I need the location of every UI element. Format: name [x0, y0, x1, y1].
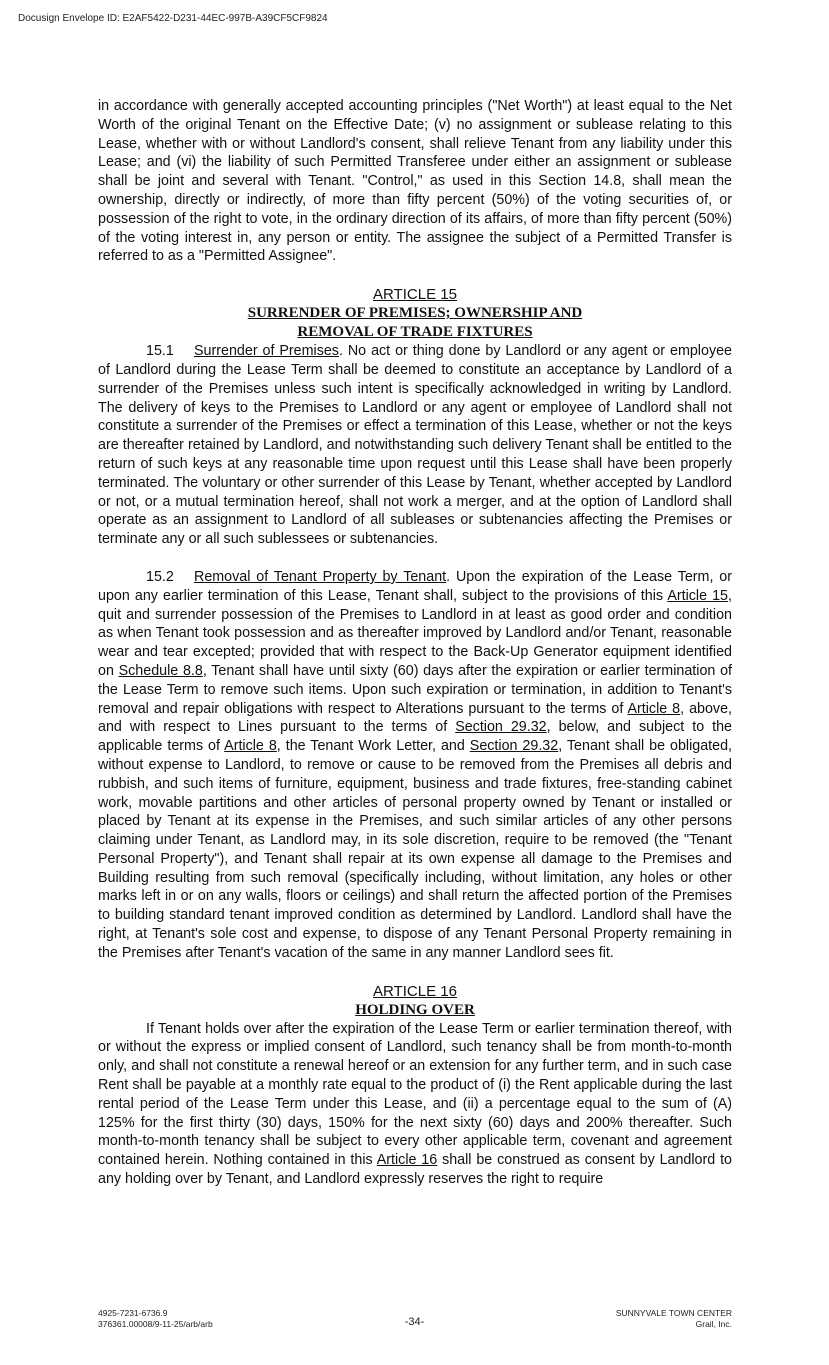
section-15-2-text-1: . Upon the expiration of the Lease Term, or upon any earlier termination of this Lease, Tenant shall, subject to the provisions of this — [98, 568, 732, 604]
article-16-label: ARTICLE 16 — [373, 982, 457, 1000]
document-body — [98, 97, 732, 1189]
article-16-text-1: If Tenant holds over after the expiration of the Lease Term or earlier termination thereof, with or without the express or implied consent of Landlord, such tenancy shall be from month-to-month only, and shall not constitute a renewal hereof or an extension for any further term, and in such case Rent shall be payable at a monthly rate equal to the product of (i) the Rent applicable during the last rental period of the Lease Term under this Lease, and (ii) a percentage equal to the sum of (A) 125% for the first thirty (30) days, 150% for the next sixty (60) days and 200% thereafter. Such month-to-month tenancy shall be subject to every other applicable term, covenant and agreement contained herein. Nothing contained in this — [98, 1020, 732, 1169]
article-16-paragraph — [98, 1020, 732, 1189]
article-16-heading: HOLDING OVER — [355, 1001, 475, 1018]
page-number: -34- — [404, 1316, 425, 1328]
section-15-1-title: Surrender of Premises — [194, 343, 339, 360]
ref-article-8-second: Article 8 — [224, 738, 277, 755]
ref-article-8: Article 8 — [627, 700, 681, 717]
footer-property: SUNNYVALE TOWN CENTER — [615, 1308, 732, 1318]
envelope-id: Docusign Envelope ID: E2AF5422-D231-44EC-997B-A39CF5CF9824 — [18, 13, 328, 24]
article-15-label: ARTICLE 15 — [373, 286, 457, 304]
section-15-2 — [98, 568, 732, 963]
article-15-heading — [98, 304, 732, 342]
ref-section-29-32: Section 29.32 — [455, 719, 547, 736]
section-15-1-text: . No act or thing done by Landlord or any agent or employee of Landlord during the Lease Term shall be deemed to constitute an acceptance by Landlord of a surrender of the Premises unless such intent is specifically acknowledged in writing by Landlord. The delivery of keys to the Premises to Landlord or any agent or employee of Landlord shall not constitute a surrender of the Premises or effect a termination of this Lease, whether or not the keys are thereafter retained by Landlord, and notwithstanding such delivery Tenant shall be entitled to the return of such keys at any reasonable time upon request until this Lease shall have been properly terminated. The voluntary or other surrender of this Lease by Tenant, whether accepted by Landlord or not, or a mutual termination hereof, shall not work a merger, and at the option of Landlord shall operate as an assignment to Landlord of all subleases or subtenancies affecting the Premises or terminate any or all such sublessees or subtenancies. — [98, 343, 732, 548]
ref-article-15: Article 15 — [667, 587, 729, 604]
ref-schedule-8-8: Schedule 8.8 — [118, 662, 203, 679]
section-15-1 — [98, 342, 732, 549]
article-15-heading-line1: SURRENDER OF PREMISES; OWNERSHIP AND — [247, 305, 583, 322]
footer-file-ref: 376361.00008/9-11-25/arb/arb — [98, 1319, 213, 1329]
article-15-heading-line2: REMOVAL OF TRADE FIXTURES — [297, 324, 533, 341]
intro-paragraph: in accordance with generally accepted accounting principles ("Net Worth") at least equal to the Net Worth of the original Tenant on the Effective Date; (v) no assignment or sublease relating to this Lease, whether with or without Landlord's consent, shall relieve Tenant from any liability under this Lease; and (vi) the liability of such Permitted Transferee under either an assignment or sublease shall be joint and several with Tenant. "Control," as used in this Section 14.8, shall mean the ownership, directly or indirectly, of more than fifty percent (50%) of the voting securities of, or possession of the right to vote, in the ordinary direction of its affairs, of more than fifty percent (50%) of the voting interest in, any person or entity. The assignee the subject of a Permitted Transfer is referred to as a "Permitted Assignee". — [98, 98, 732, 265]
section-15-2-text-5: , below, and subject to the applicable terms of — [98, 719, 733, 755]
section-15-2-text-3: , Tenant shall have until sixty (60) days after the expiration or earlier termination of the Lease Term to remove such items. Upon such expiration or termination, in addition to Tenant's removal and repair obligations with respect to Alterations pursuant to the terms of — [98, 662, 732, 717]
section-15-2-text-7: , Tenant shall be obligated, without expense to Landlord, to remove or cause to be removed from the Premises all debris and rubbish, and such items of furniture, equipment, business and trade fixtures, free-standing cabinet work, movable partitions and other articles of personal property owned by Tenant or installed or placed by Tenant at its expense in the Premises, and such similar articles of any other persons claiming under Tenant, as Landlord may, in its sole discretion, require to be removed (the "Tenant Personal Property"), and Tenant shall repair at its own expense all damage to the Premises and Building resulting from such removal (specifically including, without limitation, any holes or other marks left in or on any walls, floors or ceilings) and shall return the affected portion of the Premises to building standard tenant improved condition as determined by Landlord. Landlord shall have the right, at Tenant's sole cost and expense, to dispose of any Tenant Personal Property remaining in the Premises after Tenant's vacation of the same in any manner Landlord sees fit. — [98, 738, 733, 961]
section-15-1-number: 15.1 — [146, 343, 174, 360]
footer-right — [616, 1308, 732, 1330]
footer-doc-number: 4925-7231-6736.9 — [98, 1308, 168, 1318]
ref-article-16: Article 16 — [376, 1152, 438, 1169]
section-15-2-title: Removal of Tenant Property by Tenant — [194, 568, 447, 585]
section-15-2-text-6: , the Tenant Work Letter, and — [276, 738, 470, 755]
article-16-text-2: shall be construed as consent by Landlord to any holding over by Tenant, and Landlord expressly reserves the right to require — [98, 1152, 732, 1188]
section-15-2-number: 15.2 — [146, 568, 174, 585]
ref-section-29-32-second: Section 29.32 — [469, 738, 559, 755]
section-15-2-text-2: , quit and surrender possession of the Premises to Landlord in at least as good order and condition as when Tenant took possession and as thereafter improved by Landlord and/or Tenant, reasonable wear and tear excepted; provided that with respect to the Back-Up Generator equipment identified on — [98, 587, 732, 679]
footer-tenant: Grail, Inc. — [695, 1319, 732, 1329]
section-15-2-text-4: , above, and with respect to Lines pursuant to the terms of — [98, 700, 732, 736]
